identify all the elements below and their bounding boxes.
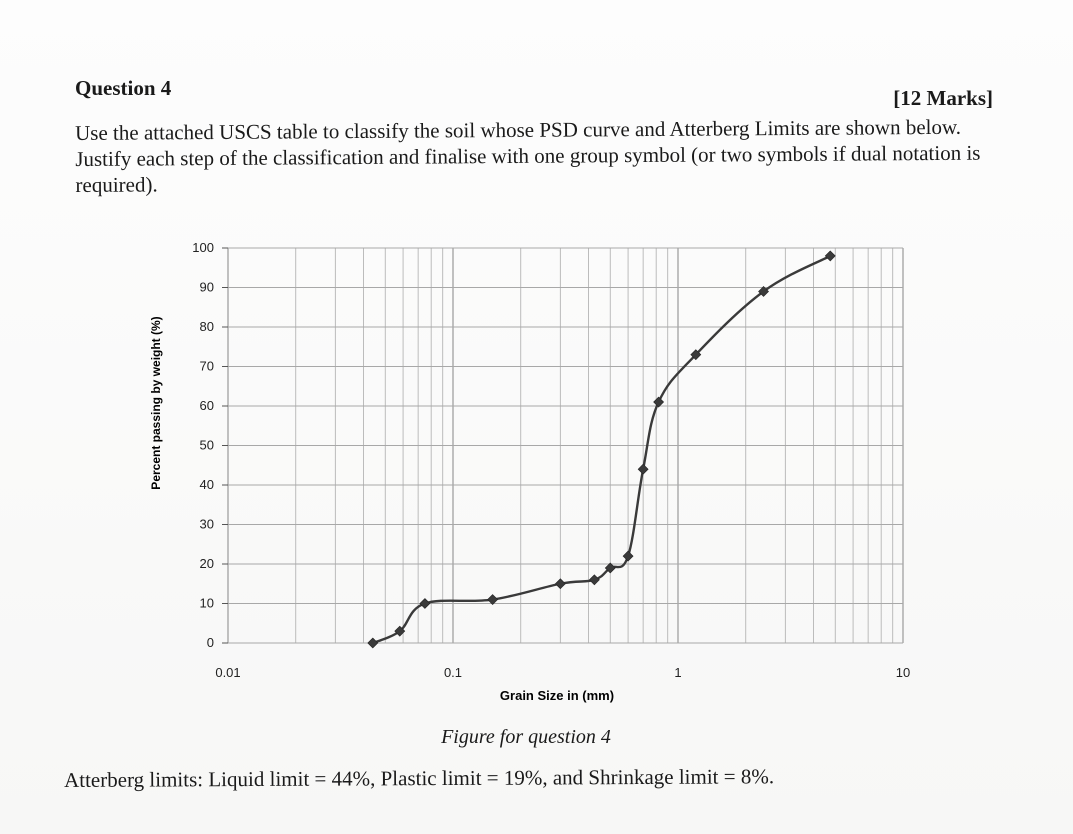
y-tick-label: 10	[199, 595, 214, 611]
data-point	[623, 551, 633, 561]
atterberg-limits: Atterberg limits: Liquid limit = 44%, Plastic limit = 19%, and Shrinkage limit = 8%.	[64, 764, 775, 792]
x-axis-label: Grain Size in (mm)	[499, 688, 615, 703]
y-tick-label: 90	[199, 279, 214, 295]
x-tick-label: 0.01	[215, 665, 241, 680]
y-tick-label: 60	[199, 398, 214, 413]
chart-series	[368, 251, 835, 648]
y-tick-label: 40	[199, 477, 214, 492]
series-line-psd	[373, 256, 830, 643]
chart-ticks	[192, 240, 910, 680]
figure-caption: Figure for question 4	[441, 726, 611, 748]
question-title: Question 4	[75, 76, 172, 100]
data-point	[589, 575, 599, 585]
data-point	[420, 599, 430, 609]
y-tick-label: 20	[199, 556, 214, 571]
y-tick-label: 30	[199, 516, 214, 532]
y-tick-label: 0	[206, 635, 214, 650]
data-point	[825, 251, 835, 261]
data-point	[638, 464, 648, 474]
y-tick-label: 50	[199, 437, 214, 453]
x-tick-label: 1	[674, 665, 682, 680]
data-point	[368, 638, 378, 648]
x-tick-label: 0.1	[443, 665, 463, 680]
y-tick-label: 100	[192, 240, 214, 255]
y-tick-label: 70	[199, 358, 214, 374]
y-axis-label: Percent passing by weight (%)	[149, 316, 163, 490]
question-marks: [12 Marks]	[893, 86, 993, 110]
y-tick-label: 80	[199, 319, 214, 334]
x-tick-label: 10	[895, 665, 911, 680]
data-point	[555, 579, 565, 589]
question-body: Use the attached USCS table to classify the soil whose PSD curve and Atterberg Limits are shown below. Justify each step of the classification and finalise with one group symbol (or two symbols if dual notation is required).	[75, 114, 981, 197]
psd-chart	[140, 230, 930, 710]
